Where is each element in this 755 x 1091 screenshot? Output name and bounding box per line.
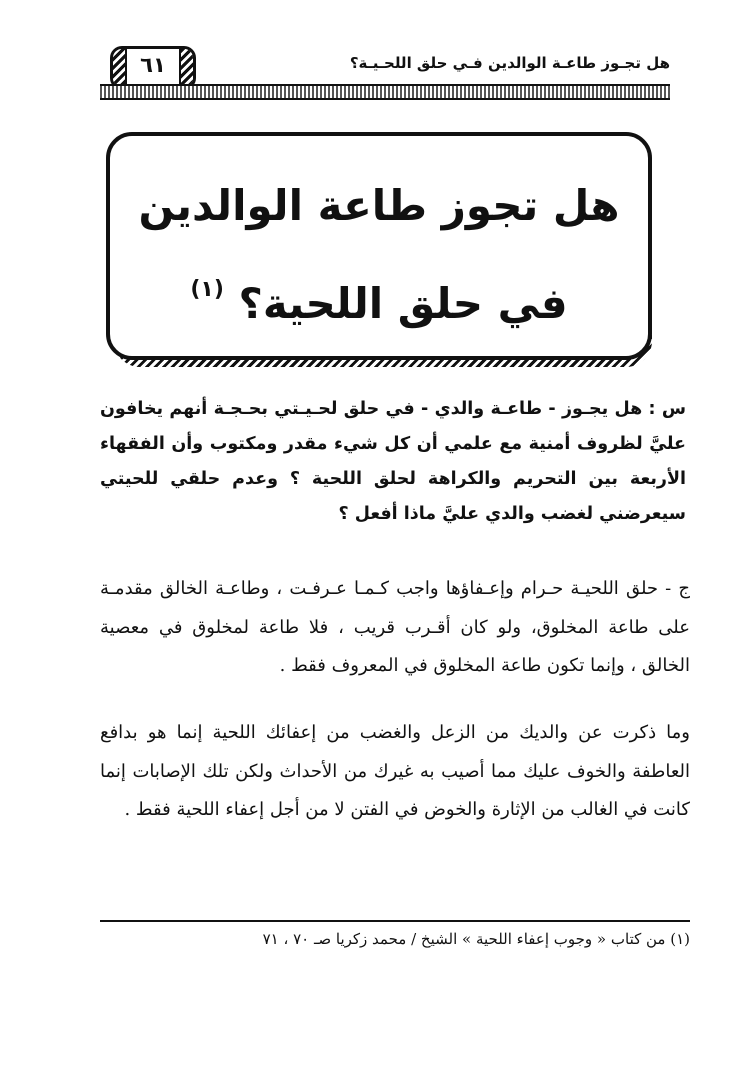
page-number: ٦١ xyxy=(140,53,166,77)
answer-paragraph: ج - حلق اللحيـة حـرام وإعـفاؤها واجب كـمـا عـرفـت ، وطاعـة الخالق مقدمـة على طاعة المخلوق، ولو كان أقـرب قريب ، فلا طاعة لمخلوق في معصية الخالق ، وإنما تكون طاعة المخلوق في المعروف فقط . xyxy=(100,578,690,676)
chapter-title-line-1: هل تجوز طاعة الوالدين xyxy=(138,181,620,230)
frame-stripe-right xyxy=(179,49,193,87)
footnote: (١) من كتاب « وجوب إعفاء اللحية » الشيخ / محمد زكريا صـ ٧٠ ، ٧١ xyxy=(262,930,690,948)
chapter-title-box xyxy=(106,132,652,360)
chapter-title xyxy=(110,164,648,346)
second-paragraph: وما ذكرت عن والديك من الزعل والغضب من إعفائك اللحية إنما هو بدافع العاطفة والخوف عليك مما أصيب به غيرك من الأحداث ولكن تلك الإصابات إنما كانت في الغالب من الإثارة والخوض في الفتن لا من أجل إعفاء اللحية فقط . xyxy=(100,722,690,820)
frame-stripe-left xyxy=(113,49,127,87)
running-title: هل تجـوز طاعـة الوالدين فـي حلق اللحـيـة؟ xyxy=(349,54,670,72)
question-paragraph: س : هل يجـوز - طاعـة والدي - في حلق لحـيـتي بحـجـة أنهم يخافون عليَّ لظروف أمنية مع علمي أن كل شيء مقدر ومكتوب وأن الفقهاء الأربعة بين التحريم والكراهة لحلق اللحية ؟ وعدم حلقي للحيتي سيعرضني لغضب والدي عليَّ ماذا أفعل ؟ xyxy=(100,399,686,524)
chapter-title-text: في حلق اللحية؟ xyxy=(238,279,568,328)
page-header xyxy=(100,44,670,90)
header-rule xyxy=(100,84,670,100)
footnote-divider xyxy=(100,920,690,922)
footnote-reference: (١) xyxy=(190,277,224,302)
chapter-title-line-2 xyxy=(110,248,648,346)
